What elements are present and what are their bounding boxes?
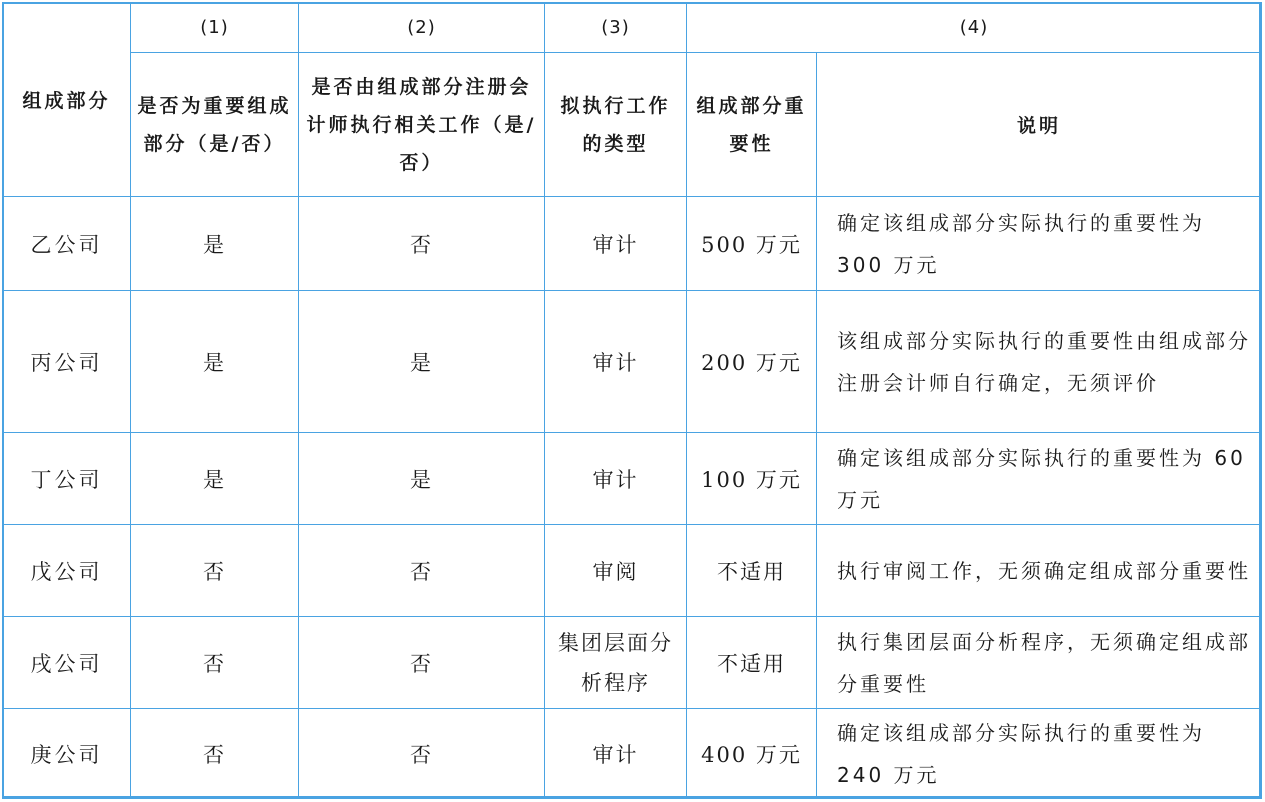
header-materiality: 组成部分重要性 <box>687 53 817 197</box>
cell-company: 庚公司 <box>3 709 131 799</box>
header-work-type: 拟执行工作的类型 <box>545 53 687 197</box>
header-component: 组成部分 <box>3 3 131 197</box>
cell-materiality: 100 万元 <box>687 433 817 525</box>
cell-note: 执行集团层面分析程序，无须确定组成部分重要性 <box>817 617 1262 709</box>
cell-by-cpa: 是 <box>299 433 545 525</box>
cell-note: 确定该组成部分实际执行的重要性为 300 万元 <box>817 197 1262 291</box>
cell-by-cpa: 是 <box>299 291 545 433</box>
cell-materiality: 400 万元 <box>687 709 817 799</box>
cell-note: 执行审阅工作，无须确定组成部分重要性 <box>817 525 1262 617</box>
cell-work-type: 审阅 <box>545 525 687 617</box>
cell-important: 是 <box>131 291 299 433</box>
cell-note: 确定该组成部分实际执行的重要性为 60 万元 <box>817 433 1262 525</box>
cell-work-type: 审计 <box>545 433 687 525</box>
cell-work-type: 审计 <box>545 291 687 433</box>
table-row <box>3 197 1262 291</box>
table-row <box>3 525 1262 617</box>
cell-note: 确定该组成部分实际执行的重要性为 240 万元 <box>817 709 1262 799</box>
cell-company: 戌公司 <box>3 617 131 709</box>
table-row <box>3 617 1262 709</box>
cell-materiality: 500 万元 <box>687 197 817 291</box>
header-important: 是否为重要组成部分（是/否） <box>131 53 299 197</box>
cell-important: 是 <box>131 433 299 525</box>
cell-by-cpa: 否 <box>299 617 545 709</box>
cell-important: 否 <box>131 525 299 617</box>
header-num-2: (2) <box>299 3 545 53</box>
table-row <box>3 291 1262 433</box>
cell-work-type: 审计 <box>545 197 687 291</box>
cell-company: 丁公司 <box>3 433 131 525</box>
cell-work-type: 审计 <box>545 709 687 799</box>
header-by-cpa: 是否由组成部分注册会计师执行相关工作（是/否） <box>299 53 545 197</box>
cell-company: 乙公司 <box>3 197 131 291</box>
cell-by-cpa: 否 <box>299 709 545 799</box>
cell-materiality: 不适用 <box>687 617 817 709</box>
cell-materiality: 不适用 <box>687 525 817 617</box>
header-note: 说明 <box>817 53 1262 197</box>
table-row <box>3 709 1262 799</box>
cell-company: 丙公司 <box>3 291 131 433</box>
cell-by-cpa: 否 <box>299 525 545 617</box>
header-row-numbers <box>3 3 1262 53</box>
cell-important: 是 <box>131 197 299 291</box>
cell-by-cpa: 否 <box>299 197 545 291</box>
cell-important: 否 <box>131 617 299 709</box>
table-row <box>3 433 1262 525</box>
cell-important: 否 <box>131 709 299 799</box>
cell-work-type: 集团层面分析程序 <box>545 617 687 709</box>
cell-materiality: 200 万元 <box>687 291 817 433</box>
cell-company: 戊公司 <box>3 525 131 617</box>
component-table <box>2 2 1262 799</box>
header-num-3: (3) <box>545 3 687 53</box>
header-num-4: (4) <box>687 3 1262 53</box>
cell-note: 该组成部分实际执行的重要性由组成部分注册会计师自行确定，无须评价 <box>817 291 1262 433</box>
header-row-labels <box>3 53 1262 197</box>
header-num-1: (1) <box>131 3 299 53</box>
